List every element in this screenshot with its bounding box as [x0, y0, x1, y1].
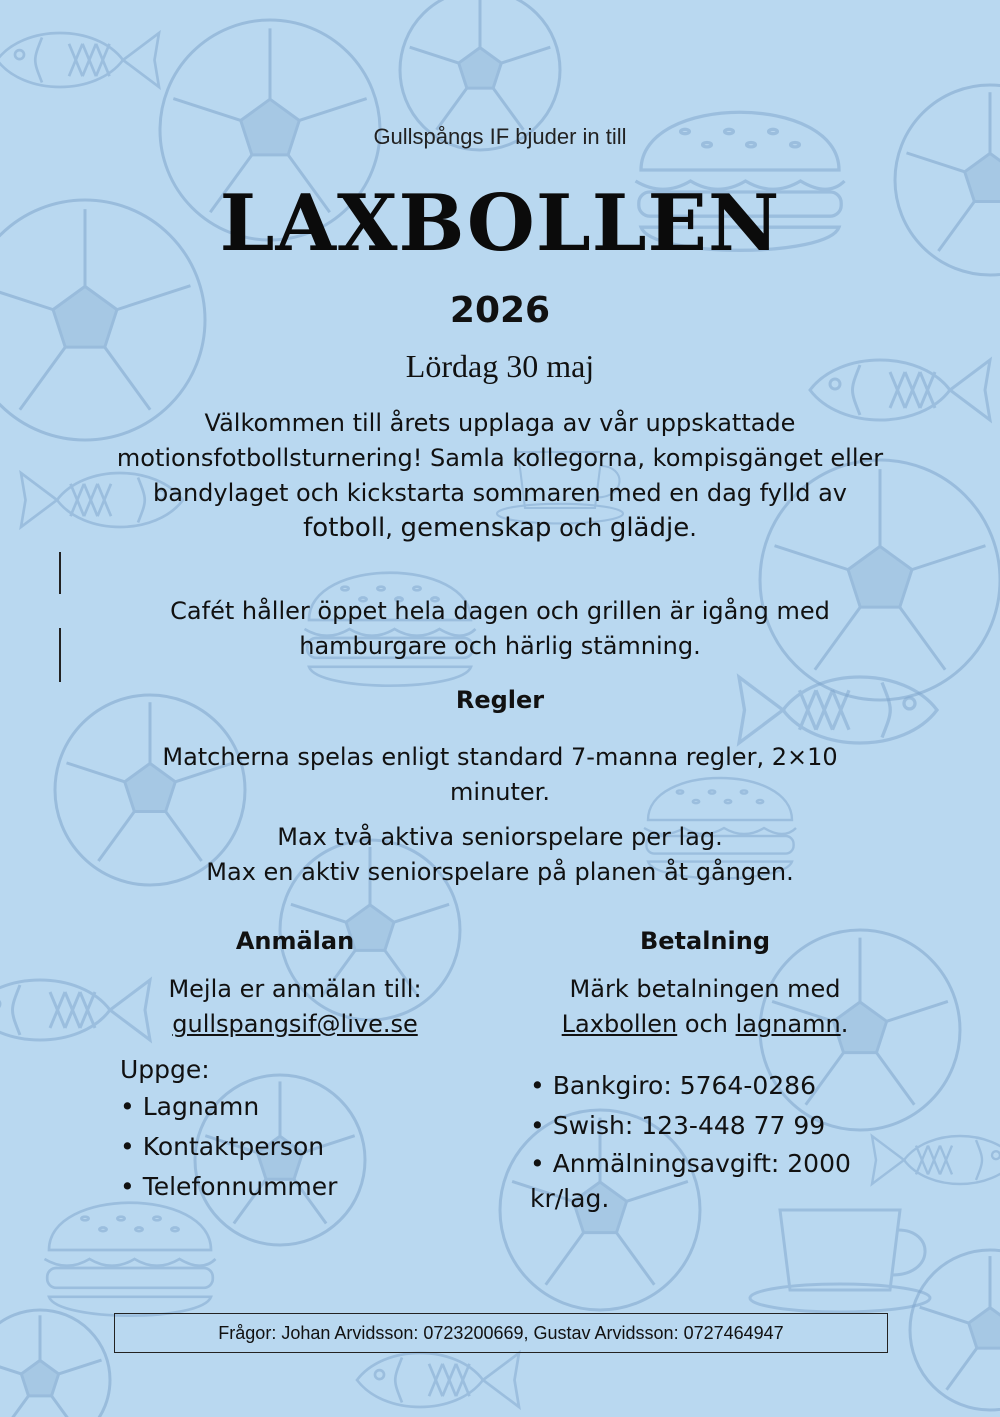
payment-mark-word-laxbollen: Laxbollen — [561, 1010, 678, 1038]
cafe-text: Cafét håller öppet hela dagen och grillen är igång med hamburgare och härlig stämning. — [170, 597, 830, 660]
registration-heading: Anmälan — [235, 927, 355, 955]
payment-mark-and: och — [684, 1010, 728, 1038]
welcome-text: Välkommen till årets upplaga av vår uppskattade motionsfotbollsturnering! Samla kollegorna, kompisgänget eller bandylaget och kickstarta sommaren med en dag fylld av fotboll, gemenskap och glädje. — [116, 409, 884, 543]
registration-info — [110, 972, 480, 1042]
event-year: 2026 — [449, 290, 551, 331]
registration-list-label: Uppge: — [120, 1055, 210, 1084]
margin-mark — [59, 552, 61, 594]
word-och: och — [559, 514, 603, 542]
payment-heading: Betalning — [639, 927, 771, 955]
word-fotboll: fotboll — [303, 513, 386, 543]
payment-info: Märk betalningen med Laxbollen och lagnamn. — [520, 972, 890, 1042]
list-item: • Bankgiro: 5764-0286 — [530, 1071, 816, 1100]
list-item: • Telefonnummer — [120, 1172, 338, 1201]
list-item: • Lagnamn — [120, 1092, 260, 1121]
registration-mail-label: Mejla er anmälan till: — [168, 975, 422, 1003]
margin-mark — [59, 628, 61, 682]
payment-list — [530, 1066, 890, 1216]
contact-box: Frågor: Johan Arvidsson: 0723200669, Gustav Arvidsson: 0727464947 — [114, 1313, 888, 1353]
rule-line-2: Max två aktiva seniorspelare per lag. — [277, 823, 723, 851]
event-date: Lördag 30 maj — [405, 348, 595, 384]
list-item: • Anmälningsavgift: 2000 kr/lag. — [530, 1149, 851, 1213]
list-item: • Kontaktperson — [120, 1132, 325, 1161]
word-gemenskap: gemenskap — [400, 513, 552, 543]
word-gladje: glädje — [609, 513, 690, 543]
registration-list — [120, 1052, 480, 1207]
intro-line: Gullspångs IF bjuder in till — [373, 124, 627, 149]
rule-lines-2-3 — [110, 820, 890, 890]
welcome-part1: Välkommen till årets upplaga av vår uppskattade motionsfotbollsturnering! Samla kollegorna, kompisgänget eller bandylaget och kickstarta sommaren med en dag fylld av — [116, 409, 884, 507]
rule-line-1: Matcherna spelas enligt standard 7-manna regler, 2×10 minuter. — [162, 743, 838, 806]
rule-line-3: Max en aktiv seniorspelare på planen åt gången. — [206, 858, 794, 886]
list-item: • Swish: 123-448 77 99 — [530, 1111, 826, 1140]
registration-email-link[interactable]: gullspangsif@live.se — [172, 1010, 418, 1038]
payment-mark-text: Märk betalningen med — [569, 975, 841, 1003]
event-title: LAXBOLLEN — [219, 178, 781, 269]
payment-mark-word-lagnamn: lagnamn — [735, 1010, 841, 1038]
rules-heading: Regler — [455, 686, 545, 714]
